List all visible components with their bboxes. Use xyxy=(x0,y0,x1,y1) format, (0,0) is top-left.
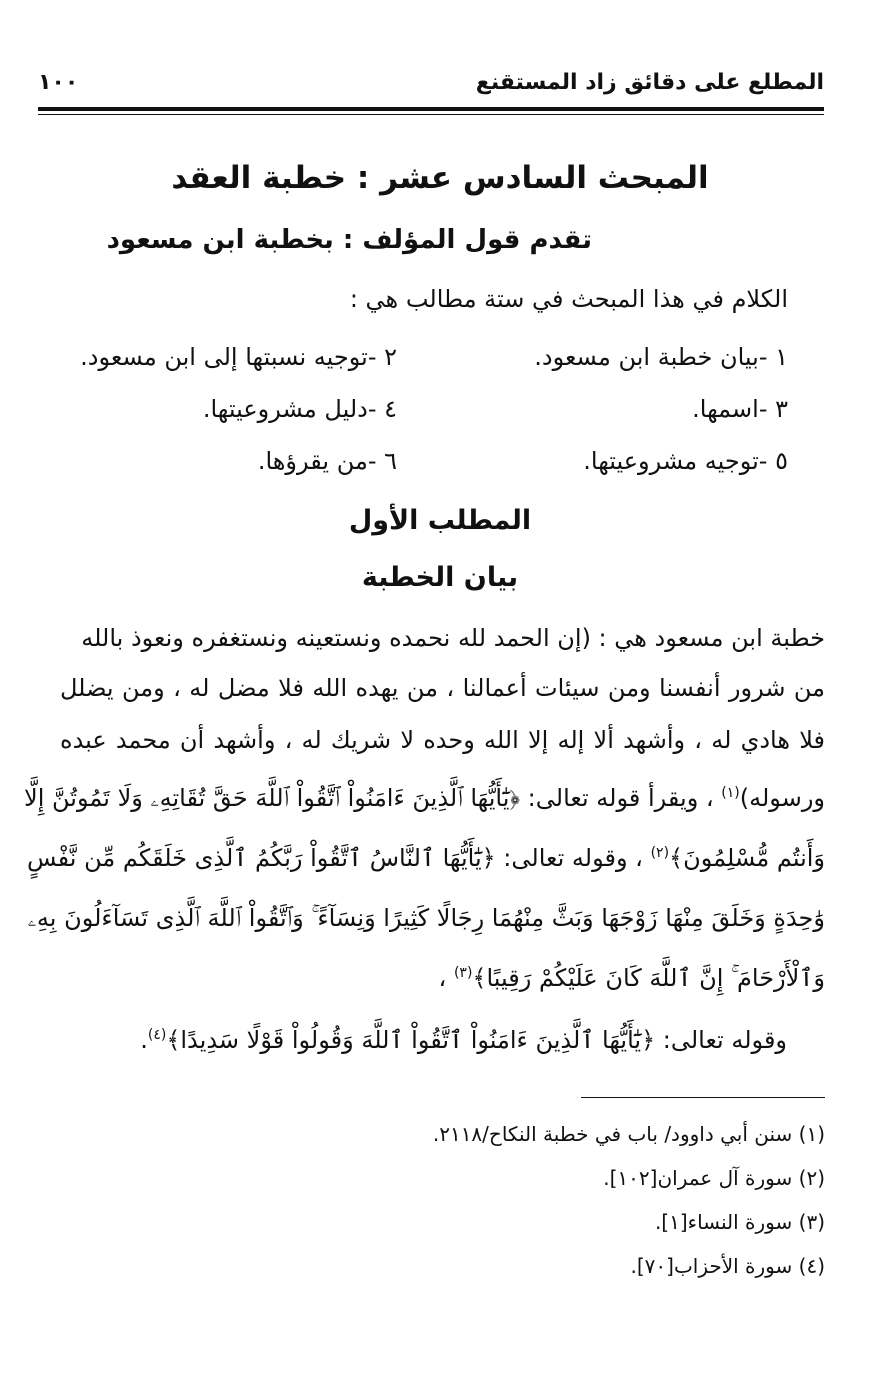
body-line-6-verse: وَٰحِدَةٍ وَخَلَقَ مِنْهَا زَوْجَهَا وَبَثَّ مِنْهُمَا رِجَالًا كَثِيرًا وَنِسَآءً ۚ وَٱتَّقُواْ ٱللَّهَ ٱلَّذِى تَسَآءَلُونَ بِهِۦ xyxy=(27,904,825,932)
body-line-5-verse: ، وقوله تعالى: ﴿يَٰٓأَيُّهَا ٱلنَّاسُ ٱتَّقُواْ رَبَّكُمُ ٱلَّذِى خَلَقَكُم مِّن نَّفْسٍ xyxy=(27,844,643,872)
body-line-2 xyxy=(60,668,825,708)
footnote-ref-2: (٢) xyxy=(650,845,670,861)
section-title: المطلب الأول xyxy=(348,505,532,536)
body-line-8-verse: وقوله تعالى: ﴿يَٰٓأَيُّهَا ٱلَّذِينَ ءَامَنُواْ ٱتَّقُواْ ٱللَّهَ وَقُولُواْ قَوْلًا سَدِيدًا﴾ xyxy=(166,1026,787,1054)
body-line-5 xyxy=(27,838,825,878)
footnote-rule xyxy=(581,1097,825,1098)
body-line-4-text: ورسوله) xyxy=(739,784,825,812)
running-header xyxy=(38,70,824,104)
body-line-7 xyxy=(60,958,825,998)
body-line-5-verse-end: وَأَنتُم مُّسْلِمُونَ﴾ xyxy=(669,844,825,872)
body-line-4-verse: ، ويقرأ قوله تعالى: ﴿يَٰٓأَيُّهَا ٱلَّذِينَ ءَامَنُواْ ٱتَّقُواْ ٱللَّهَ حَقَّ تُقَاتِهِۦ وَلَا تَمُوتُنَّ إِلَّا xyxy=(24,784,714,812)
topic-item-2: ٢ -توجيه نسبتها إلى ابن مسعود. xyxy=(80,343,397,371)
section-subtitle: بيان الخطبة xyxy=(361,562,519,593)
body-line-7-verse: وَٱلْأَرْحَامَ ۚ إِنَّ ٱللَّهَ كَانَ عَلَيْكُمْ رَقِيبًا﴾ xyxy=(472,964,825,992)
header-rule-thin xyxy=(38,114,824,115)
body-line-7-comma: ، xyxy=(438,964,447,992)
topic-item-3: ٣ -اسمها. xyxy=(692,395,788,423)
chapter-subheading: تقدم قول المؤلف : بخطبة ابن مسعود xyxy=(106,225,592,255)
page-number: ١٠٠ xyxy=(38,70,79,95)
footnote-ref-3: (٣) xyxy=(453,965,473,981)
body-line-8 xyxy=(60,1020,787,1060)
body-line-3 xyxy=(60,720,825,760)
header-rule-thick xyxy=(38,107,824,111)
topic-item-5: ٥ -توجيه مشروعيتها. xyxy=(583,447,788,475)
book-title: المطلع على دقائق زاد المستقنع xyxy=(475,70,824,95)
topic-item-4: ٤ -دليل مشروعيتها. xyxy=(202,395,397,423)
footnote-2: (٢) سورة آل عمران[١٠٢]. xyxy=(603,1166,825,1190)
topic-item-1: ١ -بيان خطبة ابن مسعود. xyxy=(534,343,788,371)
footnote-ref-1: (١) xyxy=(721,785,740,801)
body-line-6 xyxy=(27,898,825,938)
body-line-4 xyxy=(24,778,825,818)
body-line-1 xyxy=(81,618,825,658)
body-line-3-text: فلا هادي له ، وأشهد ألا إله إلا الله وحده لا شريك له ، وأشهد أن محمد عبده xyxy=(60,726,825,754)
topic-item-6: ٦ -من يقرؤها. xyxy=(257,447,397,475)
footnote-4: (٤) سورة الأحزاب[٧٠]. xyxy=(630,1254,825,1278)
body-line-1-text: خطبة ابن مسعود هي : (إن الحمد لله نحمده ونستعينه ونستغفره ونعوذ بالله xyxy=(81,624,825,652)
body-line-8-period: . xyxy=(140,1026,148,1054)
footnote-ref-4: (٤) xyxy=(147,1027,167,1043)
body-line-2-text: من شرور أنفسنا ومن سيئات أعمالنا ، من يهده الله فلا مضل له ، ومن يضلل xyxy=(60,674,825,702)
footnote-1: (١) سنن أبي داوود/ باب في خطبة النكاح/٢١١٨. xyxy=(432,1122,825,1146)
footnote-3: (٣) سورة النساء[١]. xyxy=(654,1210,825,1234)
intro-paragraph: الكلام في هذا المبحث في ستة مطالب هي : xyxy=(349,285,788,313)
chapter-heading: المبحث السادس عشر : خطبة العقد xyxy=(171,160,709,196)
